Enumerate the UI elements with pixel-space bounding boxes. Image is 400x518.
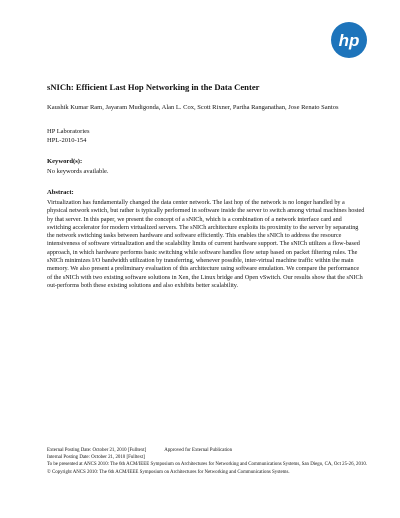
abstract-heading: Abstract: (47, 189, 74, 196)
abstract-text: Virtualization has fundamentally changed the data center network. The last hop of the network is no longer handled by a physical network switch, but rather is typically performed in software inside the server to switch among virtual machines hosted by that server. In this paper, we present the concept of a sNICh, which is a combination of a network interface card and switching accelerator for modern virtualized servers. The sNICh architecture exploits its proximity to the server by separating the network switching tasks between hardware and software efficiently. This enables the sNICh to address the resource intensiveness of software virtualization and the scalability limits of current hardware support. The sNICh utilizes a flow-based approach, in which hardware performs basic switching while software handles flow setup based on packet filtering rules. The sNICh minimizes I/O bandwidth utilization by transferring, whenever possible, inter-virtual machine traffic within the main memory. We also present a preliminary evaluation of this architecture using software emulation. We compare the performance of the sNICh with two existing software solutions in Xen, the Linux bridge and Open vSwitch. Our results show that the sNICh out-performs both these existing solutions and also exhibits better scalability. (47, 199, 365, 289)
report-id: HPL-2010-154 (47, 137, 87, 144)
external-posting-date: External Posting Date: October 21, 2010 [Fulltext] (47, 448, 147, 453)
approval-status: Approved for External Publication (164, 448, 233, 453)
author-list: Kaushik Kumar Ram, Jayaram Mudigonda, Alan L. Cox, Scott Rixner, Partha Ranganathan, Jose Renato Santos (47, 104, 339, 111)
organization-block (47, 127, 367, 145)
keywords-text: No keywords available. (47, 168, 109, 175)
internal-posting-date: Internal Posting Date: October 21, 2010 [Fulltext] (47, 455, 145, 461)
hp-logo (331, 22, 367, 58)
lab-name: HP Laboratories (47, 128, 90, 135)
hp-logo-icon (331, 22, 367, 58)
report-title: sNICh: Efficient Last Hop Networking in the Data Center (47, 82, 260, 92)
svg-text:hp: hp (338, 31, 360, 50)
keywords-heading: Keyword(s): (47, 158, 83, 165)
presentation-note: To be presented at ANCS 2010: The 6th ACM/IEEE Symposium on Architectures for Networking and Communications Systems, San Diego, CA, Oct 25-26, 2010. (47, 462, 368, 468)
copyright-note: © Copyright ANCS 2010: The 6th ACM/IEEE Symposium on Architectures for Networking and Communications Systems. (47, 469, 290, 475)
publication-footer (47, 447, 377, 476)
external-posting-row (47, 447, 377, 454)
